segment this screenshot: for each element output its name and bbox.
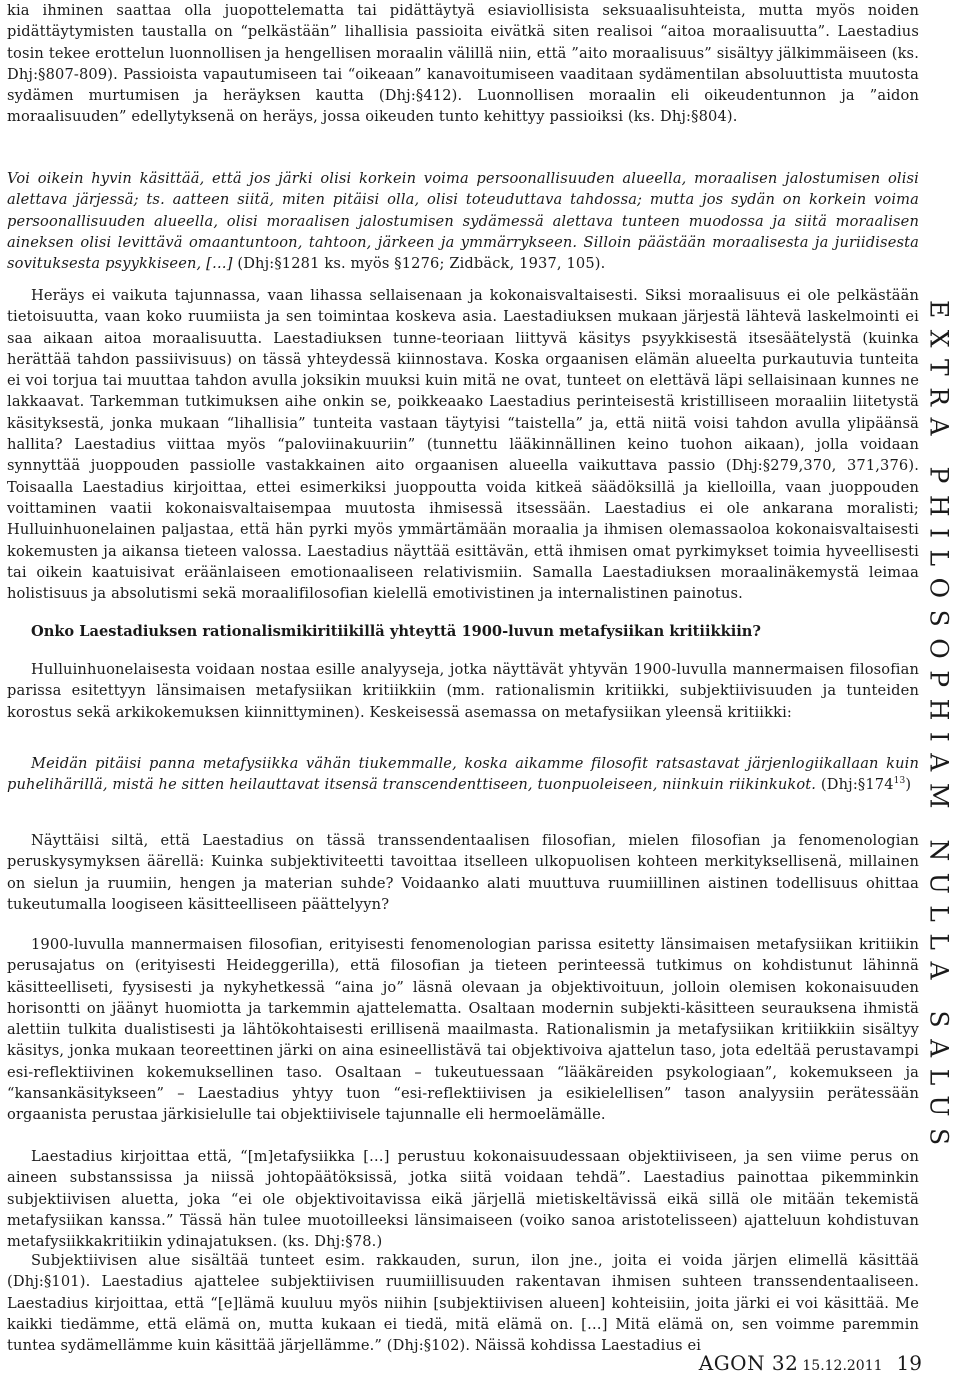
vertical-sidebar-motto <box>924 298 954 1158</box>
block-quote-1-text: Voi oikein hyvin käsittää, että jos järki olisi korkein voima persoonallisuuden alueella, moraalisen jalostumisen olisi alettava järjessä; ts. aatteen siitä, miten pitäisi olla, olisi toteuduttava tahdossa; mutta jos sydän on korkein voima persoonallisuuden alueella, olisi moraalisen jalostumisen sydämessä alettava tunteen muodossa ja siitä moraalisen aineksen olisi levittävä omaantuntoon, tahtoon, järkeen ja ymmärrykseen. Silloin päästään moraalisesta ja juriidisesta sovituksesta psyykkiseen, […] <box>7 170 919 273</box>
paragraph-5-text: Laestadius kirjoittaa että, “[m]etafysiikka […] perustuu kokonaisuudessaan objektiiviseen, ja sen viime perus on aineen substanssissa ja niissä johtopäätöksissä, jotka siitä voidaan tehdä”. Laestadius painottaa pikemminkin subjektiivisen aluetta, joka “ei ole objektivoitavissa eikä järjellä mietiskeltävissä eikä sillä ole mitään tekemistä metafysiikan kanssa.” Tässä hän tulee muotoilleeksi länsimaiseen (voiko sanoa aristotelisseen) ajatteluun kohdistuvan metafysiikkakritiikin ydinajatuksen. (ks. Dhj:§78.) <box>7 1148 919 1251</box>
paragraph-4-text: 1900-luvulla mannermaisen filosofian, erityisesti fenomenologian parissa esitetty länsimaisen metafysiikan kritiikin perusajatus on (erityisesti Heideggerilla), että filosofian ja tieteen perinteessä tutkimus on kohdistunut lähinnä käsitteelliseti, fyysisesti ja nykyhetkessä “aina jo” läsnä olevaan ja objektivoituun, jolloin olemisen kokonaisuuden horisontti on jäänyt huomiotta ja tarkemmin ajattelematta. Osaltaan modernin subjekti-käsitteen seurauksena ihmistä alettiin tulkita dualistisesti ja lähtökohtaisesti erillisenä maailmasta. Rationalismin ja metafysiikan kritiikkiin sisältyy käsitys, jonka mukaan teoreettinen järki on aina esineellistävä tai objektivoiva ajattelun taso, jota edeltää perustavampi esi-reflektiivinen kokemuksellinen taso. Osaltaan – tukeutuessaan “lääkäreiden psykologiaan”, kokemukseen ja “kansankäsitykseen” – Laestadius yhtyy tuon “esi-reflektiivisen ja esikielellisen” tason analyysiin perätessään orgaanista perustaa järkisielulle tai objektiivisele tajunnalle eli hermoelämälle. <box>7 936 919 1124</box>
block-quote-1-body <box>7 168 919 274</box>
paragraph-1-text: Heräys ei vaikuta tajunnassa, vaan lihassa sellaisenaan ja kokonaisvaltaisesti. Siksi moraalisuus ei ole pelkästään tietoisuutta, vaan koko ruumiista ja sen toimintaa koskeva asia. Laestadiuksen mukaan järjestä lähtevä laskelmointi ei saa aikaan aitoa moraalisuutta. Laestadiuksen tunne-teoriaan liittyvä käsitys psyykkisestä itsesäätelystä (kuinka herättää tahdon passiivisuus) on tässä yhteydessä kiinnostava. Koska orgaanisen elämän alueelta purkautuvia tunteita ei voi torjua tai muuttaa tahdon avulla joksikin muuksi kuin mitä ne ovat, tunteet on elettävä läpi sellaisinaan kunnes ne lakkaavat. Tarkemman tutkimuksen aihe onkin se, poikkeaako Laestadius perinteisestä kristilliseen moraaliin liitetystä käsityksestä, jonka mukaan “lihallisia” tunteita vastaan täytyisi “taistella” ja, että niitä voisi tahdon avulla ylipäänsä hallita? Laestadius viittaa myös “paloviinakuuriin” (tunnettu lääkinnällinen keino tuohon aikaan), jolla voidaan synnyttää juoppouden passiolle vastakkainen aito orgaanisen alueella vaikuttava passio (Dhj:§279,370, 371,376). Toisaalla Laestadius kirjoittaa, ettei esimerkiksi juoppoutta voida kitkeä säädöksillä ja kielloilla, vaan juoppouden voittaminen vaatii kokonaisvaltaisempaa muutosta ihmisessä itsessään. Laestadius ei ole ankarana moralisti; Hulluinhuonelainen paljastaa, että hän pyrki myös ymmärtämään moraalia ja ihmisen olemassaoloa kokonaisvaltaisesti kokemusten ja aikansa tieteen valossa. Laestadius näyttää esittävän, että ihmisen omat pyrkimykset toimia hyveellisesti tai oikein kaatuisivat eräänlaiseen emotionaaliseen relativismiin. Samalla Laestadiuksen moraalinäkemystä leimaa holistisuus ja absolutismi sekä moraalifilosofian kielellä emotivistinen ja internalistinen painotus. <box>7 287 919 603</box>
block-quote-2-text: Meidän pitäisi panna metafysiikka vähän tiukemmalle, koska aikamme filosofit ratsastavat järjenlogiikallaan kuin puhelihärillä, mistä he sitten heilauttavat itsensä transcendenttiseen, tuonpuoleiseen, niinkuin riikinkukot. <box>7 755 919 794</box>
body-paragraph-6 <box>7 1250 919 1356</box>
footnote-marker[interactable]: 13 <box>893 776 906 787</box>
sidebar-motto-text: EXTRA PHILOSOPHIAM NULLA SALUS <box>924 299 954 1157</box>
body-paragraph-4 <box>7 934 919 1126</box>
block-quote-1 <box>7 168 919 274</box>
body-paragraph-5 <box>7 1146 919 1252</box>
body-paragraph-1 <box>7 285 919 604</box>
paragraph-3-text: Näyttäisi siltä, että Laestadius on tässä transsendentaalisen filosofian, mielen filosofian ja fenomenologian peruskysymyksen äärellä: Kuinka subjektiviteetti tavoittaa itselleen ulkopuolisen kohteen merkityksellisenä, millainen on sielun ja ruumiin, hengen ja materian suhde? Voidaanko alati muuttuva ruumiillinen aistinen todellisuus ohittaa tukeutumalla loogiseen käsitteelliseen päättelyyn? <box>7 832 919 913</box>
block-quote-2 <box>7 753 919 796</box>
intro-paragraph <box>7 0 919 128</box>
block-quote-2-body <box>7 753 919 796</box>
body-paragraph-3 <box>7 830 919 915</box>
page-footer <box>699 1351 922 1375</box>
magazine-name: AGON 32 <box>698 1351 799 1375</box>
issue-date: 15.12.2011 <box>802 1358 883 1374</box>
paragraph-6-text: Subjektiivisen alue sisältää tunteet esim. rakkauden, surun, ilon jne., joita ei voida järjen elimellä käsittää (Dhj:§101). Laestadius ajattelee subjektiivisen ruumiillisuuden rakentavan ihmisen suhteen transsendentaaliseen. Laestadius kirjoittaa, että “[e]lämä kuuluu myös niihin [subjektiivisen alueen] kohteisiin, joita järki ei voi käsittää. Me kaikki tiedämme, että elämä on, mutta kukaan ei tiedä, mitä elämä on. […] Mitä elämä on, sen voimme paremmin tuntea sydämellämme kuin käsittää järjellämme.” (Dhj:§102). Näissä kohdissa Laestadius ei <box>7 1252 919 1355</box>
block-quote-1-citation: (Dhj:§1281 ks. myös §1276; Zidbäck, 1937, 105). <box>237 255 606 273</box>
body-paragraph-2 <box>7 659 919 723</box>
intro-text: kia ihminen saattaa olla juopottelematta tai pidättäytyä esiaviollisista seksuaalisuhteista, mutta myös noiden pidättäytymisten taustalla on “pelkästään” lihallisia passioita eivätkä siten realisoi “aitoa moraalisuutta”. Laestadius tosin tekee erottelun luonnollisen ja hengellisen moraalin välillä niin, että ”aito moraalisuus” sisältyy jälkimmäiseen (ks. Dhj:§807-809). Passioista vapautumiseen tai “oikeaan” kanavoitumiseen vaaditaan sydämentilan absoluuttista muutosta sydämen murtumisen ja heräyksen kautta (Dhj:§412). Luonnollisen moraalin eli oikeudentunnon ja ”aidon moraalisuuden” edellytyksenä on heräys, jossa oikeuden tunto kehittyy passioiksi (ks. Dhj:§804). <box>7 2 919 126</box>
citation-close: ) <box>905 776 912 794</box>
section-heading: Onko Laestadiuksen rationalismikiritiikillä yhteyttä 1900-luvun metafysiikan kritiikkiin? <box>31 623 761 640</box>
citation-ref: (Dhj:§174 <box>820 776 894 794</box>
paragraph-2-text: Hulluinhuonelaisesta voidaan nostaa esille analyyseja, jotka näyttävät yhtyvän 1900-luvulla mannermaisen filosofian parissa esitettyyn länsimaisen metafysiikan kritiikkiin (mm. rationalismin kritiikki, subjektiivisuuden ja tunteiden korostus sekä arkikokemuksen kiinnittyminen). Keskeisessä asemassa on metafysiikan yleensä kritiikki: <box>7 661 919 721</box>
block-quote-2-citation <box>821 776 911 793</box>
page-number: 19 <box>896 1351 922 1375</box>
